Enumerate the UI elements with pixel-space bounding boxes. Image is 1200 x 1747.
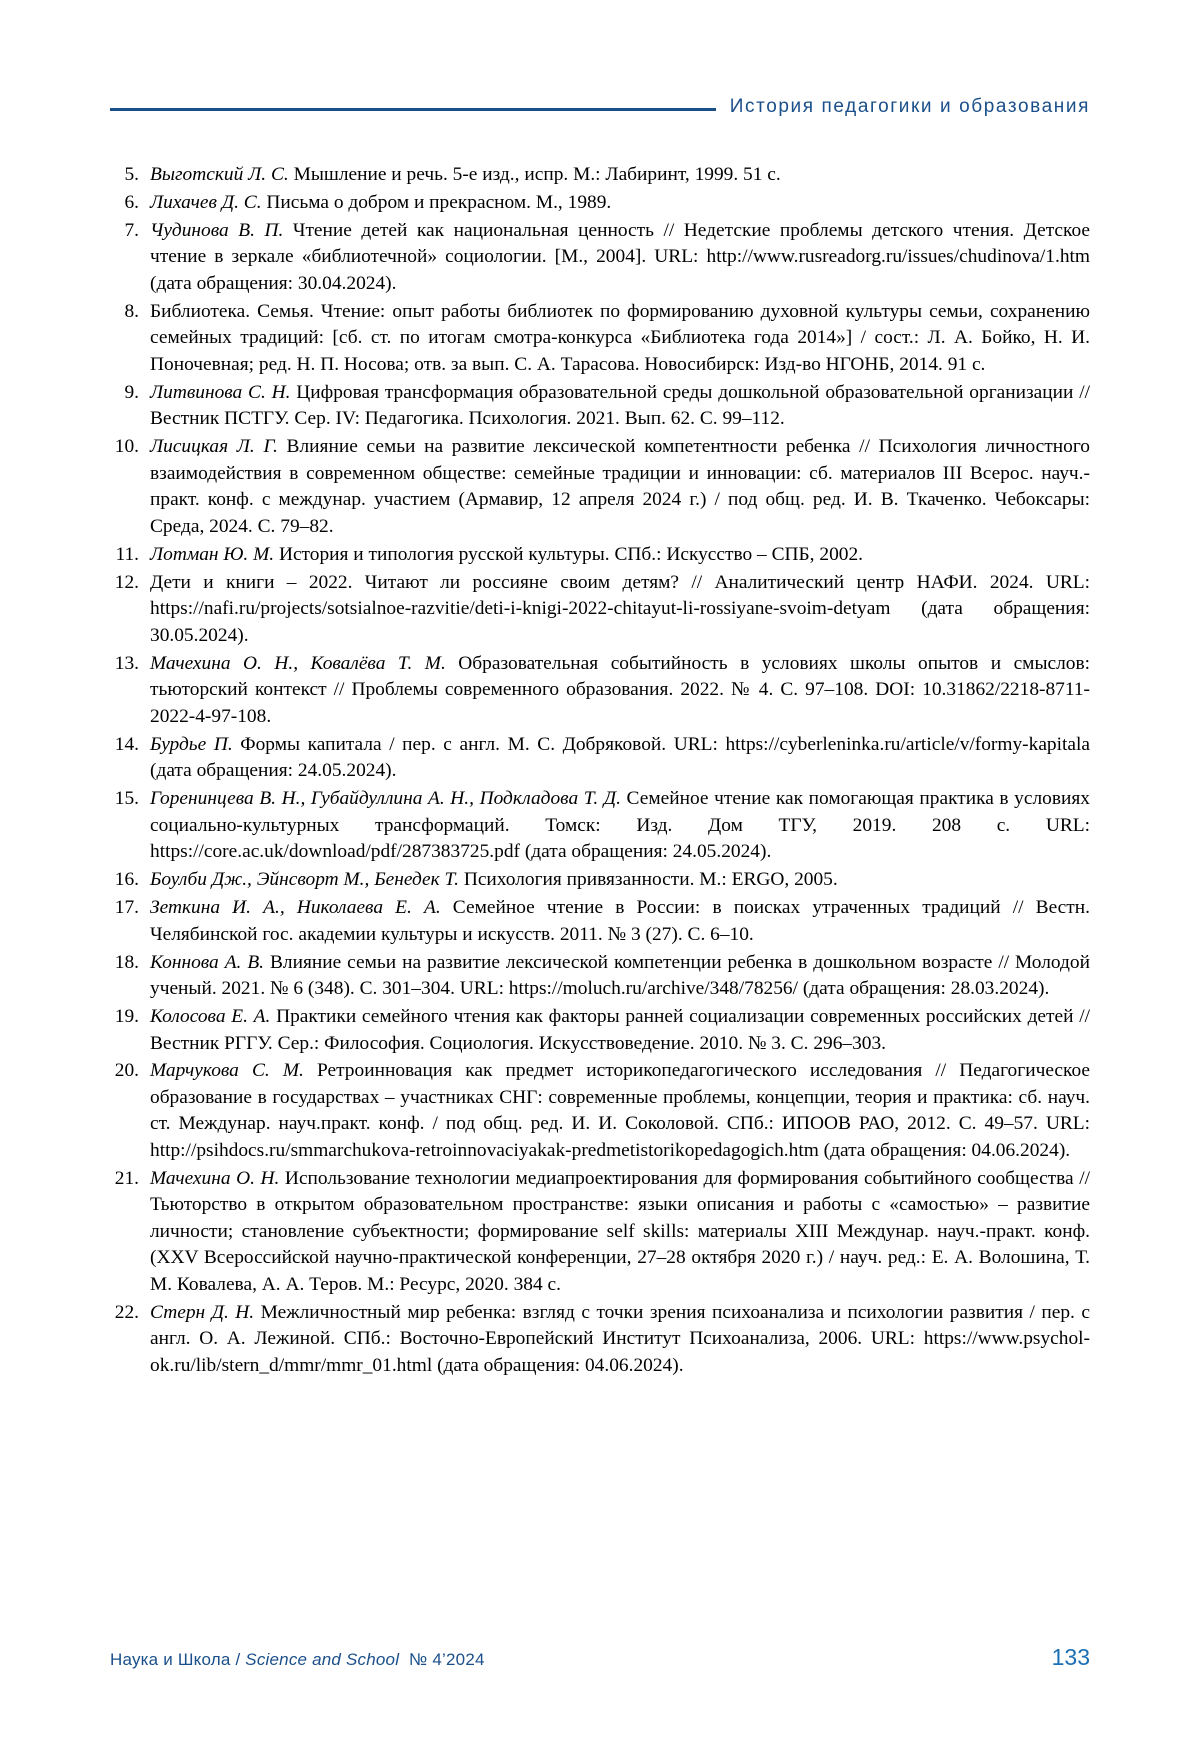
reference-author: Стерн Д. Н.: [150, 1301, 255, 1323]
reference-text: [150, 542, 1090, 568]
reference-number: 19.: [114, 1006, 139, 1028]
reference-item: [110, 570, 1090, 649]
reference-author: Литвинова С. Н.: [150, 381, 291, 403]
reference-author: Зеткина И. А., Николаева Е. А.: [150, 897, 441, 919]
reference-body: Использование технологии медиапроектирования для формирования событийного сообщества // Тьюторство в открытом образовательном пространстве: языки описания и работы с «самостью» – развитие личности; становление субъектности; формирование self skills: материалы XIII Междунар. науч.-практ. конф. (XXV Всероссийской научно-практической конференции, 27–28 октября 2020 г.) / науч. ред.: Е. А. Волошина, Т. М. Ковалева, А. А. Теров. М.: Ресурс, 2020. 384 с.: [150, 1167, 1090, 1295]
reference-author: Марчукова С. М.: [150, 1060, 304, 1082]
reference-author: Лисицкая Л. Г.: [150, 436, 278, 458]
reference-author: Бурдье П.: [150, 733, 233, 755]
journal-name-en: Science and School: [245, 1650, 400, 1669]
reference-text: [150, 380, 1090, 433]
reference-number: 18.: [114, 951, 139, 973]
reference-body: Ретроинновация как предмет историкопедагогического исследования // Педагогическое образование в государствах – участниках СНГ: современные проблемы, концепции, теория и практика: сб. науч. ст. Междунар. науч.практ. конф. / под общ. ред. И. И. Соколовой. СПб.: ИПООВ РАО, 2012. С. 49–57. URL: http://psihdocs.ru/smmarchukova-retroinnovaciyakak-predmetistorikopedagogich.htm (дата обращения: 04.06.2024).: [150, 1060, 1090, 1161]
reference-item: [110, 1300, 1090, 1379]
reference-number: 8.: [124, 300, 139, 322]
reference-author: Горенинцева В. Н., Губайдуллина А. Н., Подкладова Т. Д.: [150, 788, 621, 810]
reference-item: [110, 867, 1090, 893]
reference-item: [110, 651, 1090, 730]
reference-text: [150, 786, 1090, 865]
reference-number: 9.: [124, 381, 139, 403]
reference-text: [150, 190, 1090, 216]
reference-text: [150, 1166, 1090, 1298]
reference-item: [110, 786, 1090, 865]
reference-number: 17.: [114, 897, 139, 919]
issue-number: № 4’2024: [409, 1650, 485, 1669]
reference-text: [150, 732, 1090, 785]
reference-text: [150, 1004, 1090, 1057]
reference-author: Боулби Дж., Эйнсворт М., Бенедек Т.: [150, 869, 459, 891]
reference-author: Колосова Е. А.: [150, 1006, 271, 1028]
reference-number: 5.: [124, 164, 139, 185]
reference-number: 14.: [114, 733, 139, 755]
reference-number: 12.: [114, 571, 139, 593]
reference-list: [110, 162, 1090, 1379]
reference-text: [150, 950, 1090, 1003]
reference-item: [110, 190, 1090, 216]
reference-number: 11.: [115, 543, 139, 565]
reference-body: Психология привязанности. М.: ERGO, 2005.: [458, 869, 838, 891]
reference-author: Чудинова В. П.: [150, 219, 284, 241]
reference-number: 7.: [124, 219, 139, 241]
reference-body: Влияние семьи на развитие лексической компетентности ребенка // Психология личностного взаимодействия в современном обществе: семейные традиции и инновации: сб. материалов III Всерос. науч.-практ. конф. с междунар. участием (Армавир, 12 апреля 2024 г.) / под общ. ред. И. В. Ткаченко. Чебоксары: Среда, 2024. С. 79–82.: [150, 436, 1090, 537]
reference-item: [110, 218, 1090, 297]
reference-body: Библиотека. Семья. Чтение: опыт работы библиотек по формированию духовной культуры семьи, сохранению семейных традиций: [сб. ст. по итогам смотра-конкурса «Библиотека года 2014»] / сост.: Л. А. Бойко, Н. И. Поночевная; ред. Н. П. Носова; отв. за вып. С. А. Тарасова. Новосибирск: Изд-во НГОНБ, 2014. 91 с.: [150, 300, 1090, 375]
reference-body: Образовательная событийность в условиях школы опытов и смыслов: тьюторский контекст // Проблемы современного образования. 2022. № 4. С. 97–108. DOI: 10.31862/2218-8711-2022-4-97-108.: [150, 652, 1090, 727]
reference-item: [110, 434, 1090, 540]
reference-item: [110, 1058, 1090, 1164]
reference-text: [150, 434, 1090, 540]
reference-number: 6.: [124, 191, 139, 213]
reference-body: Письма о добром и прекрасном. М., 1989.: [261, 191, 612, 213]
reference-body: Практики семейного чтения как факторы ранней социализации современных российских детей // Вестник РГГУ. Сер.: Философия. Социология. Искусствоведение. 2010. № 3. С. 296–303.: [150, 1006, 1090, 1054]
reference-body: Формы капитала / пер. с англ. М. С. Добряковой. URL: https://cyberleninka.ru/article/v/formy-kapitala (дата обращения: 24.05.2024).: [150, 733, 1090, 782]
reference-body: Семейное чтение как помогающая практика в условиях социально-культурных трансформаций. Томск: Изд. Дом ТГУ, 2019. 208 с. URL: https://core.ac.uk/download/pdf/287383725.pdf (дата обращения: 24.05.2024).: [150, 788, 1090, 863]
reference-text: [150, 867, 1090, 893]
footer-separator: /: [230, 1650, 246, 1669]
reference-item: [110, 1004, 1090, 1057]
reference-number: 16.: [114, 869, 139, 891]
reference-author: Мачехина О. Н., Ковалёва Т. М.: [150, 652, 446, 674]
reference-body: Влияние семьи на развитие лексической компетенции ребенка в дошкольном возрасте // Молодой ученый. 2021. № 6 (348). С. 301–304. URL: https://moluch.ru/archive/348/78256/ (дата обращения: 28.03.2024).: [150, 951, 1090, 1000]
reference-item: [110, 162, 1090, 188]
reference-body: Дети и книги – 2022. Читают ли россияне своим детям? // Аналитический центр НАФИ. 2024. URL: https://nafi.ru/projects/sotsialnoe-razvitie/deti-i-knigi-2022-chitayut-li-rossiyane-svoim-detyam (дата обращения: 30.05.2024).: [150, 571, 1090, 646]
reference-number: 10.: [114, 436, 139, 458]
reference-number: 20.: [114, 1060, 139, 1082]
reference-author: Лотман Ю. М.: [150, 543, 275, 565]
reference-text: [150, 1058, 1090, 1164]
reference-item: [110, 380, 1090, 433]
reference-text: [150, 162, 1090, 188]
reference-body: Межличностный мир ребенка: взгляд с точки зрения психоанализа и психологии развития / пер. с англ. О. А. Лежиной. СПб.: Восточно-Европейский Институт Психоанализа, 2006. URL: https://www.psychol-ok.ru/lib/stern_d/mmr/mmr_01.html (дата обращения: 04.06.2024).: [150, 1301, 1090, 1376]
journal-name-ru: Наука и Школа: [110, 1650, 231, 1669]
reference-number: 22.: [114, 1301, 139, 1323]
reference-body: Семейное чтение в России: в поисках утраченных традиций // Вестн. Челябинской гос. академии культуры и искусств. 2011. № 3 (27). С. 6–10.: [150, 897, 1090, 945]
reference-text: [150, 570, 1090, 649]
reference-number: 15.: [114, 788, 139, 810]
reference-author: Коннова А. В.: [150, 951, 265, 973]
reference-body: Цифровая трансформация образовательной среды дошкольной образовательной организации // Вестник ПСТГУ. Сер. IV: Педагогика. Психология. 2021. Вып. 62. С. 99–112.: [150, 381, 1090, 430]
reference-body: Мышление и речь. 5-е изд., испр. М.: Лабиринт, 1999. 51 с.: [288, 164, 781, 185]
reference-item: [110, 732, 1090, 785]
section-title: История педагогики и образования: [729, 96, 1090, 117]
reference-author: Выготский Л. С.: [150, 164, 289, 185]
header-rule: [110, 108, 716, 111]
reference-text: [150, 651, 1090, 730]
reference-item: [110, 299, 1090, 378]
page-header: [110, 96, 1090, 118]
reference-number: 21.: [114, 1167, 139, 1189]
reference-number: 13.: [114, 652, 139, 674]
reference-body: История и типология русской культуры. СПб.: Искусство – СПБ, 2002.: [274, 543, 863, 565]
reference-body: Чтение детей как национальная ценность // Недетские проблемы детского чтения. Детское чтение в зеркале «библиотечной» социологии. [М., 2004]. URL: http://www.rusreadorg.ru/issues/chudinova/1.htm (дата обращения: 30.04.2024).: [150, 219, 1091, 294]
page-footer: [110, 1644, 1090, 1671]
reference-item: [110, 895, 1090, 948]
reference-text: [150, 1300, 1090, 1379]
page-number: 133: [1051, 1644, 1090, 1670]
reference-text: [150, 895, 1090, 948]
reference-item: [110, 1166, 1090, 1298]
reference-text: [150, 299, 1090, 378]
reference-author: Лихачев Д. С.: [150, 191, 262, 213]
footer-journal: [110, 1650, 485, 1670]
reference-item: [110, 542, 1090, 568]
reference-text: [150, 218, 1090, 297]
reference-author: Мачехина О. Н.: [150, 1167, 280, 1189]
reference-item: [110, 950, 1090, 1003]
